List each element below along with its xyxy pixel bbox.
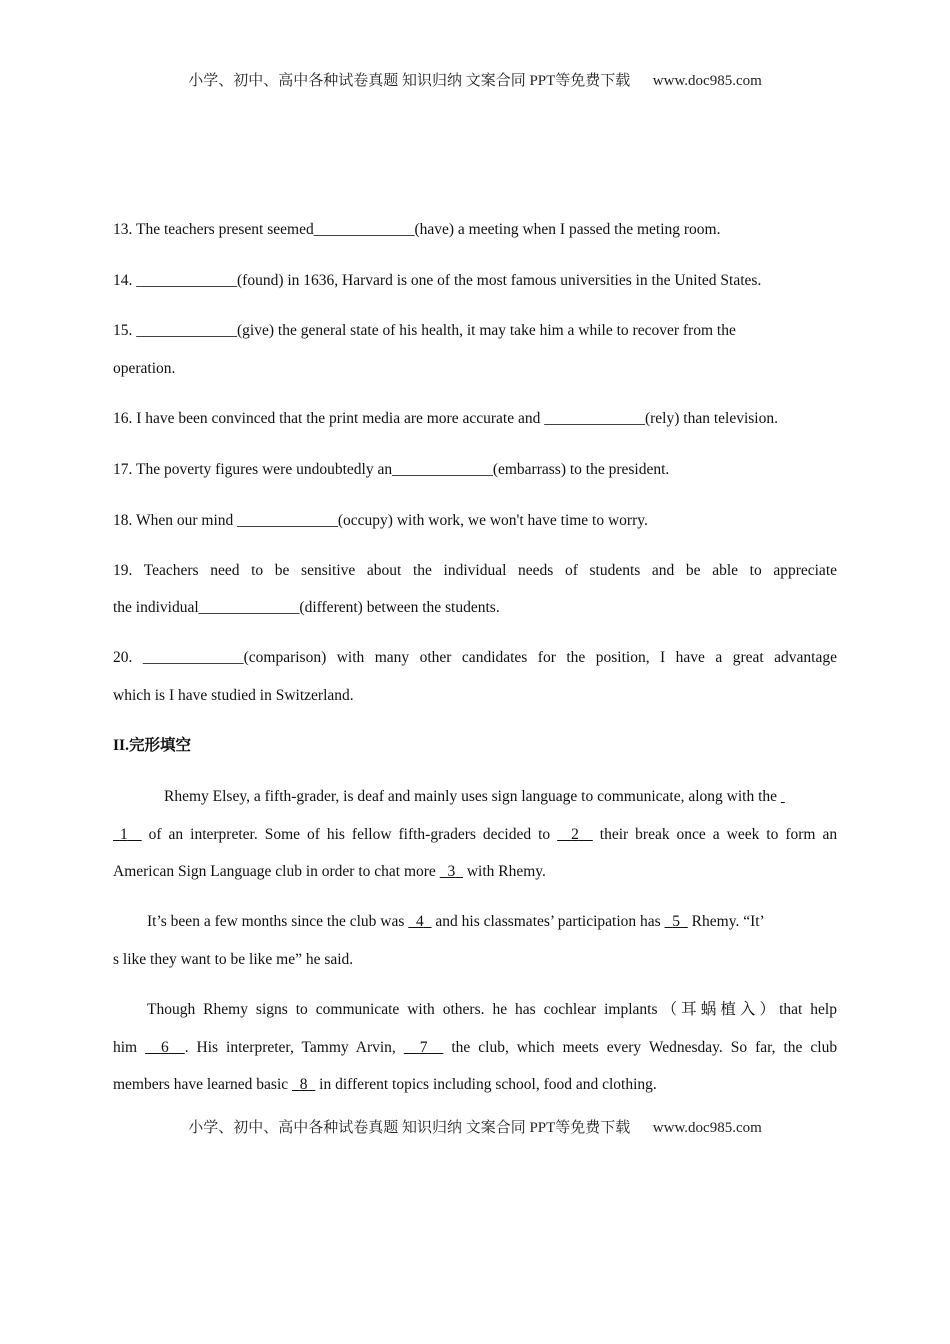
passage-p3-line2: him 6 . His interpreter, Tammy Arvin, 7 the club, which meets every Wednesday. So far, the club (113, 1039, 838, 1056)
question-17: 17. The poverty figures were undoubtedly an_____________(embarrass) to the president. (113, 461, 670, 478)
question-15-cont: operation. (113, 360, 176, 377)
cloze-blank-7: 7 (419, 1039, 428, 1056)
answer-blank: _____________ (136, 322, 237, 339)
passage-p1-line2: 1 of an interpreter. Some of his fellow fifth-graders decided to 2 their break once a week to form an (113, 825, 837, 845)
question-13: 13. The teachers present seemed_____________(have) a meeting when I passed the meting room. (113, 221, 721, 238)
cloze-blank-8: 8 (299, 1076, 308, 1093)
question-20-cont: which is I have studied in Switzerland. (113, 687, 354, 704)
page-footer: 小学、初中、高中各种试卷真题 知识归纳 文案合同 PPT等免费下载 www.doc985.com (188, 1120, 762, 1136)
answer-blank: _____________ (313, 221, 415, 238)
answer-blank: _____________ (544, 410, 645, 427)
answer-blank: _____________ (136, 272, 237, 289)
cloze-blank-6: 6 (161, 1039, 169, 1056)
cloze-blank-3: 3 (447, 863, 456, 880)
cloze-blank-5: 5 (672, 913, 681, 930)
passage-p1-line3: American Sign Language club in order to chat more 3 with Rhemy. (113, 863, 546, 880)
question-14: 14. _____________(found) in 1636, Harvard is one of the most famous universities in the United States. (113, 272, 762, 289)
question-19-cont: the individual_____________(different) between the students. (113, 599, 500, 616)
passage-p2-line1: It’s been a few months since the club was 4 and his classmates’ participation has 5 Rhemy. “It’ (147, 913, 765, 930)
passage-p3-line1: Though Rhemy signs to communicate with others. he has cochlear implants（耳蜗植入）that help (147, 1001, 837, 1018)
passage-p1-line1: Rhemy Elsey, a fifth-grader, is deaf and mainly uses sign language to communicate, along with the (164, 788, 778, 805)
cloze-blank-2: 2 (571, 826, 579, 843)
question-19: 19. Teachers need to be sensitive about the individual needs of students and be able to appreciate (113, 562, 837, 579)
page-header: 小学、初中、高中各种试卷真题 知识归纳 文案合同 PPT等免费下载 www.doc985.com (188, 73, 762, 89)
question-18: 18. When our mind _____________(occupy) with work, we won't have time to worry. (113, 512, 648, 529)
question-16: 16. I have been convinced that the print media are more accurate and _____________(rely) than television. (113, 410, 778, 427)
answer-blank: _____________ (392, 461, 493, 478)
answer-blank: _____________ (198, 599, 300, 616)
cloze-blank-4: 4 (416, 913, 424, 930)
section-heading: II.完形填空 (113, 737, 191, 754)
cloze-blank-1: 1 (119, 826, 128, 843)
question-20: 20. _____________(comparison) with many other candidates for the position, I have a great advantage (113, 649, 837, 666)
passage-p2-line2: s like they want to be like me” he said. (113, 951, 354, 968)
question-15: 15. _____________(give) the general state of his health, it may take him a while to recover from the (113, 322, 736, 339)
answer-blank: _____________ (142, 649, 244, 666)
answer-blank: _____________ (237, 512, 338, 529)
passage-p3-line3: members have learned basic 8 in different topics including school, food and clothing. (113, 1076, 657, 1093)
